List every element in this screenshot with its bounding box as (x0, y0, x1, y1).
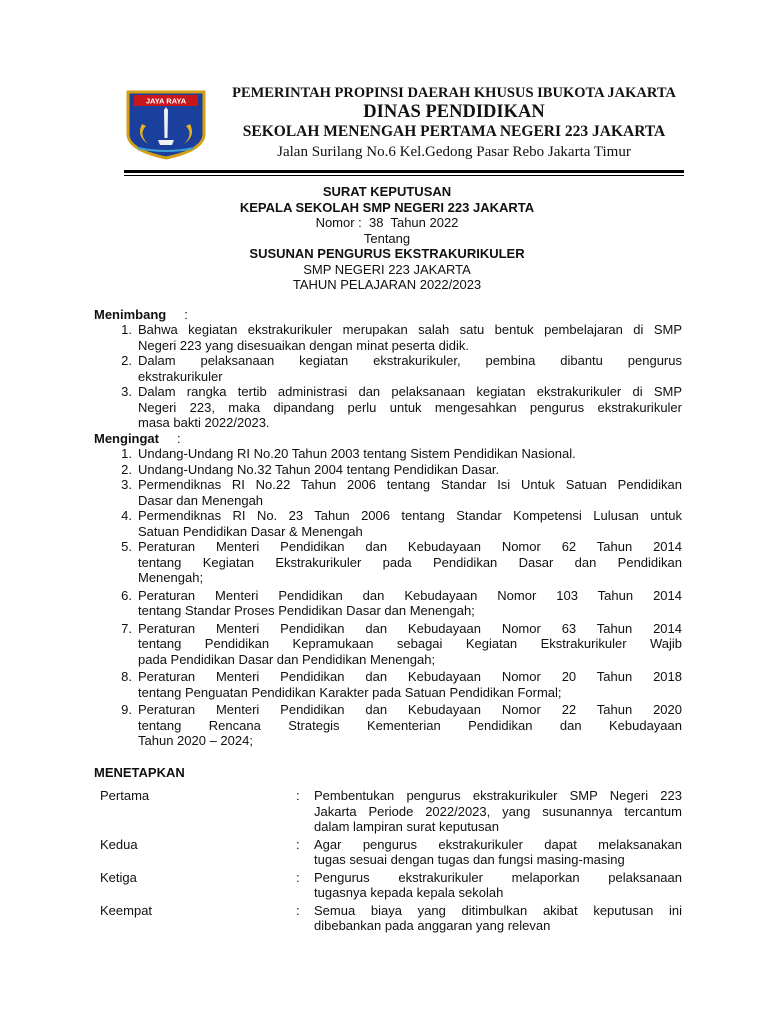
letterhead-address: Jalan Surilang No.6 Kel.Gedong Pasar Rebo Jakarta Timur (277, 144, 631, 160)
list-item (94, 462, 682, 478)
list-item-line: Undang-Undang No.32 Tahun 2004 tentang Pendidikan Dasar. (138, 461, 500, 477)
list-item-number: 3. (121, 477, 132, 492)
list-item-text (138, 621, 682, 668)
menimbang-heading: Menimbang (94, 307, 167, 322)
menetapkan-value (314, 837, 682, 868)
letterhead (216, 84, 692, 162)
list-item-text (138, 462, 682, 478)
list-item (94, 621, 682, 668)
list-item (94, 588, 682, 619)
list-item-line: pada Pendidikan Dasar dan Pendidikan Menengah; (138, 651, 436, 667)
title-tentang: Tentang (363, 230, 411, 246)
list-item-text (138, 669, 682, 700)
list-item-line: Permendiknas RI No. 23 Tahun 2006 tentang Standar Kompetensi Lulusan untuk (138, 508, 682, 523)
list-item-text (138, 588, 682, 619)
list-item (94, 702, 682, 749)
title-surat-keputusan: SURAT KEPUTUSAN (322, 184, 452, 199)
list-item-line: Peraturan Menteri Pendidikan dan Kebudayaan Nomor 62 Tahun 2014 (138, 539, 682, 554)
mengingat-colon: : (177, 431, 181, 446)
menetapkan-heading: MENETAPKAN (94, 765, 185, 780)
list-item-line: Negeri 223, maka dipandang perlu untuk mengesahkan pengurus ekstrakurikuler (138, 399, 682, 415)
list-item-line: Permendiknas RI No.22 Tahun 2006 tentang Standar Isi Untuk Satuan Pendidikan (138, 477, 682, 492)
menetapkan-row (100, 788, 682, 835)
menetapkan-value-line: Pengurus ekstrakurikuler melaporkan pelaksanaan (314, 869, 682, 885)
list-item-text (138, 353, 682, 384)
menetapkan-value-line: tugasnya kepada kepala sekolah (314, 885, 504, 900)
document-title (94, 184, 680, 293)
letterhead-rule-thick (124, 170, 684, 173)
list-item-number: 1. (121, 446, 132, 461)
menetapkan-colon: : (296, 902, 300, 918)
list-item-line: tentang Standar Proses Pendidikan Dasar dan Menengah; (138, 603, 475, 618)
title-issuer: KEPALA SEKOLAH SMP NEGERI 223 JAKARTA (239, 199, 535, 215)
menetapkan-value (314, 870, 682, 901)
list-item-line: masa bakti 2022/2023. (138, 415, 270, 430)
list-item-text (138, 508, 682, 539)
list-item-number: 1. (121, 322, 132, 337)
list-item-line: Dalam pelaksanaan kegiatan ekstrakurikuler, pembina dibantu pengurus (138, 353, 682, 368)
list-item-line: Undang-Undang RI No.20 Tahun 2003 tentang Sistem Pendidikan Nasional. (138, 446, 576, 461)
menetapkan-colon: : (296, 869, 300, 885)
list-item-line: Bahwa kegiatan ekstrakurikuler merupakan salah satu bentuk pembelajaran di SMP (138, 322, 682, 337)
list-item-number: 2. (121, 461, 132, 477)
list-item-text (138, 477, 682, 508)
menetapkan-row (100, 870, 682, 901)
list-item-text (138, 446, 682, 462)
list-item-line: ekstrakurikuler (138, 368, 223, 384)
title-school: SMP NEGERI 223 JAKARTA (303, 261, 471, 277)
list-item-number: 8. (121, 669, 132, 684)
list-item-line: Peraturan Menteri Pendidikan dan Kebudayaan Nomor 22 Tahun 2020 (138, 702, 682, 717)
list-item-number: 7. (121, 620, 132, 636)
list-item-line: Negeri 223 yang disesuaikan dengan minat peserta didik. (138, 337, 469, 353)
logo-text: JAYA RAYA (145, 96, 187, 106)
menetapkan-value-line: Jakarta Periode 2022/2023, yang susunannya tercantum (314, 803, 682, 819)
jaya-raya-logo (124, 88, 208, 160)
menetapkan-colon: : (296, 788, 300, 803)
list-item-text (138, 384, 682, 431)
list-item-line: tentang Kegiatan Ekstrakurikuler pada Pendidikan Dasar dan Pendidikan (138, 554, 682, 570)
list-item (94, 477, 682, 508)
list-item (94, 353, 682, 384)
menetapkan-value-line: Semua biaya yang ditimbulkan akibat keputusan ini (314, 902, 682, 918)
list-item-number: 5. (121, 539, 132, 554)
letterhead-department: DINAS PENDIDIKAN (363, 102, 545, 122)
list-item (94, 539, 682, 586)
title-year: TAHUN PELAJARAN 2022/2023 (292, 277, 482, 292)
mengingat-heading-row (94, 431, 181, 447)
mengingat-heading: Mengingat (94, 431, 159, 446)
list-item (94, 508, 682, 539)
menetapkan-value-line: dibebankan pada anggaran yang relevan (314, 918, 551, 933)
list-item (94, 446, 682, 462)
list-item-number: 9. (121, 702, 132, 717)
menetapkan-row (100, 903, 682, 934)
menetapkan-colon: : (296, 836, 300, 852)
menimbang-list (94, 322, 682, 431)
list-item-number: 4. (121, 508, 132, 523)
menetapkan-label: Ketiga (100, 869, 137, 885)
mengingat-list (94, 446, 682, 749)
list-item-line: Peraturan Menteri Pendidikan dan Kebudayaan Nomor 103 Tahun 2014 (138, 587, 682, 603)
list-item-number: 2. (121, 353, 132, 368)
list-item-line: Satuan Pendidikan Dasar & Menengah (138, 523, 363, 539)
letterhead-school: SEKOLAH MENENGAH PERTAMA NEGERI 223 JAKARTA (242, 123, 666, 140)
list-item-line: tentang Penguatan Pendidikan Karakter pada Satuan Pendidikan Formal; (138, 684, 562, 700)
list-item-number: 3. (121, 384, 132, 399)
list-item-text (138, 539, 682, 586)
list-item-line: Peraturan Menteri Pendidikan dan Kebudayaan Nomor 20 Tahun 2018 (138, 669, 682, 684)
list-item-line: Menengah; (138, 570, 204, 585)
list-item-line: tentang Rencana Strategis Kementerian Pendidikan dan Kebudayaan (138, 717, 682, 733)
list-item-text (138, 702, 682, 749)
menetapkan-value-line: Pembentukan pengurus ekstrakurikuler SMP Negeri 223 (314, 788, 682, 803)
menetapkan-table (100, 788, 682, 936)
list-item (94, 322, 682, 353)
list-item-line: Peraturan Menteri Pendidikan dan Kebudayaan Nomor 63 Tahun 2014 (138, 620, 682, 636)
list-item-line: Dasar dan Menengah (138, 492, 264, 508)
letterhead-rule-thin (124, 175, 684, 176)
letterhead-government: PEMERINTAH PROPINSI DAERAH KHUSUS IBUKOTA JAKARTA (232, 85, 676, 101)
menimbang-heading-row (94, 307, 188, 323)
list-item-line: Tahun 2020 – 2024; (138, 733, 253, 748)
menetapkan-value (314, 903, 682, 934)
menimbang-colon: : (184, 307, 188, 322)
menetapkan-label: Keempat (100, 902, 153, 918)
menetapkan-value (314, 788, 682, 835)
list-item-text (138, 322, 682, 353)
title-subject: SUSUNAN PENGURUS EKSTRAKURIKULER (249, 246, 525, 261)
list-item (94, 384, 682, 431)
title-number: Nomor : 38 Tahun 2022 (315, 215, 459, 230)
menetapkan-row (100, 837, 682, 868)
menetapkan-value-line: Agar pengurus ekstrakurikuler dapat melaksanakan (314, 836, 682, 852)
list-item-number: 6. (121, 587, 132, 603)
menetapkan-value-line: tugas sesuai dengan tugas dan fungsi masing-masing (314, 852, 625, 867)
menetapkan-label: Pertama (100, 788, 150, 803)
menetapkan-heading-row (94, 765, 185, 781)
list-item-line: tentang Pendidikan Kepramukaan sebagai Kegiatan Ekstrakurikuler Wajib (138, 636, 682, 651)
list-item (94, 669, 682, 700)
menetapkan-label: Kedua (100, 836, 138, 852)
menetapkan-value-line: dalam lampiran surat keputusan (314, 819, 499, 834)
list-item-line: Dalam rangka tertib administrasi dan pelaksanaan kegiatan ekstrakurikuler di SMP (138, 384, 682, 399)
